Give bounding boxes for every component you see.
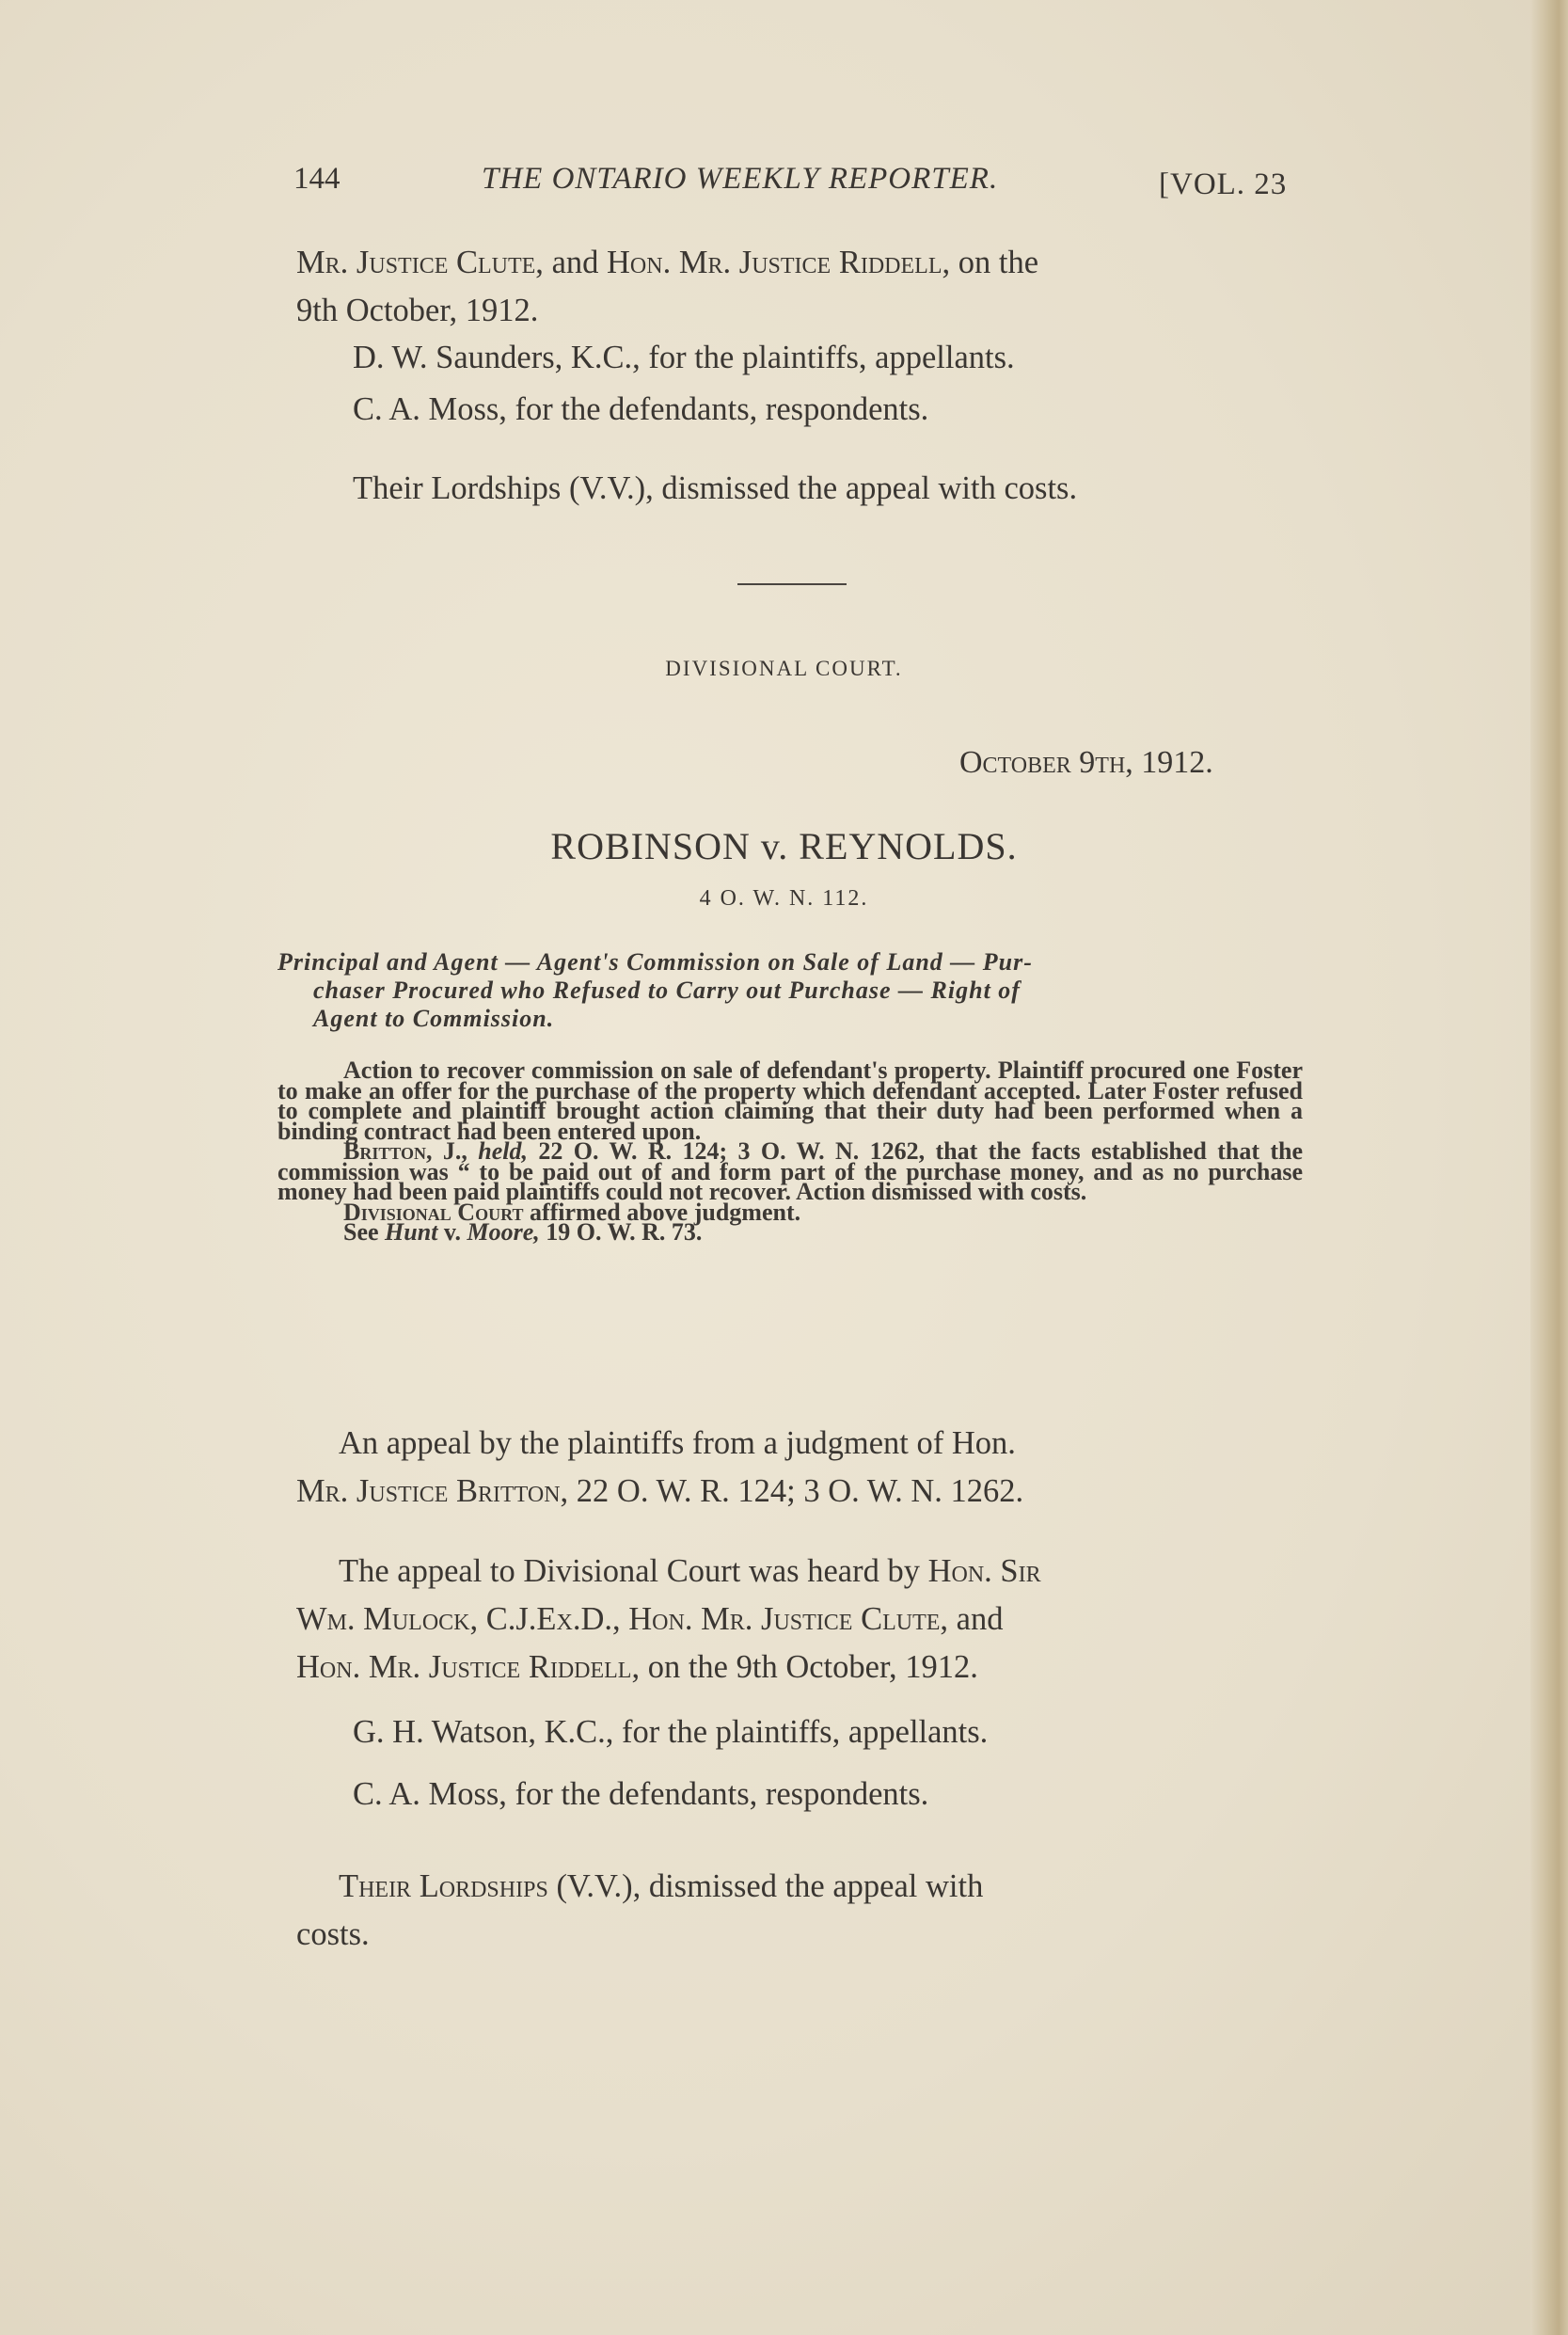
- headnote-paragraph: Britton, J., held, 22 O. W. R. 124; 3 O. W. N. 1262, that the facts established that the commission was “ to be paid out of and form part of the purchase money, and as no purchase money had been paid plaintiffs could not recover. Action dismissed with costs.: [277, 1137, 1304, 1205]
- court-name: DIVISIONAL COURT.: [665, 657, 903, 680]
- previous-disposition: Their Lordships (V.V.), dismissed the appeal with costs.: [353, 470, 1078, 506]
- case-citation: 4 O. W. N. 112.: [699, 886, 869, 911]
- case-title: ROBINSON v. REYNOLDS.: [550, 825, 1018, 867]
- judge-name: Hon. Mr. Justice Riddell,: [607, 245, 951, 280]
- decision-date: October 9th, 1912.: [959, 745, 1213, 780]
- appeal-paragraph: An appeal by the plaintiffs from a judgment of Hon. Mr. Justice Britton, 22 O. W. R. 124; 3 O. W. N. 1262.: [296, 1425, 1024, 1509]
- catchwords: [277, 948, 1298, 1033]
- hearing-paragraph: The appeal to Divisional Court was heard by Hon. Sir Wm. Mulock, C.J.Ex.D., Hon. Mr. Justice Clute, and Hon. Mr. Justice Riddell, on the 9th October, 1912.: [296, 1553, 1041, 1685]
- running-title: THE ONTARIO WEEKLY REPORTER.: [482, 162, 999, 196]
- section-divider: [737, 583, 847, 585]
- headnote-paragraph: See Hunt v. Moore, 19 O. W. R. 73.: [343, 1218, 703, 1246]
- catchword-line: chaser Procured who Refused to Carry out Purchase — Right of: [313, 977, 1021, 1004]
- counsel-respondents: C. A. Moss, for the defendants, respondents.: [353, 391, 929, 427]
- headnote: [277, 1056, 1304, 1246]
- page-edge-shadow: [1530, 0, 1568, 2335]
- volume-label: [VOL. 23: [1159, 167, 1288, 201]
- counsel-respondents: C. A. Moss, for the defendants, respondents.: [353, 1776, 929, 1812]
- counsel-appellants: D. W. Saunders, K.C., for the plaintiffs, appellants.: [353, 340, 1015, 375]
- catchword-line: Agent to Commission.: [313, 1005, 555, 1032]
- judge-name: Mr. Justice Clute,: [296, 245, 544, 280]
- headnote-paragraph: Divisional Court affirmed above judgment.: [343, 1198, 801, 1226]
- headnote-paragraph: Action to recover commission on sale of defendant's property. Plaintiff procured one Foster to make an offer for the purchase of the property which defendant accepted. Later Foster refused to complete and plaintiff brought action claiming that their duty had been performed when a binding contract had been entered upon.: [277, 1056, 1303, 1145]
- counsel-appellants: G. H. Watson, K.C., for the plaintiffs, appellants.: [353, 1714, 989, 1750]
- catchword-line: Principal and Agent — Agent's Commission on Sale of Land — Pur-: [277, 948, 1033, 976]
- disposition-paragraph: Their Lordships (V.V.), dismissed the appeal with costs.: [296, 1868, 984, 1952]
- page-number: 144: [293, 162, 341, 196]
- previous-hearing-paragraph: Mr. Justice Clute, and Hon. Mr. Justice Riddell, on the 9th October, 1912.: [296, 245, 1039, 328]
